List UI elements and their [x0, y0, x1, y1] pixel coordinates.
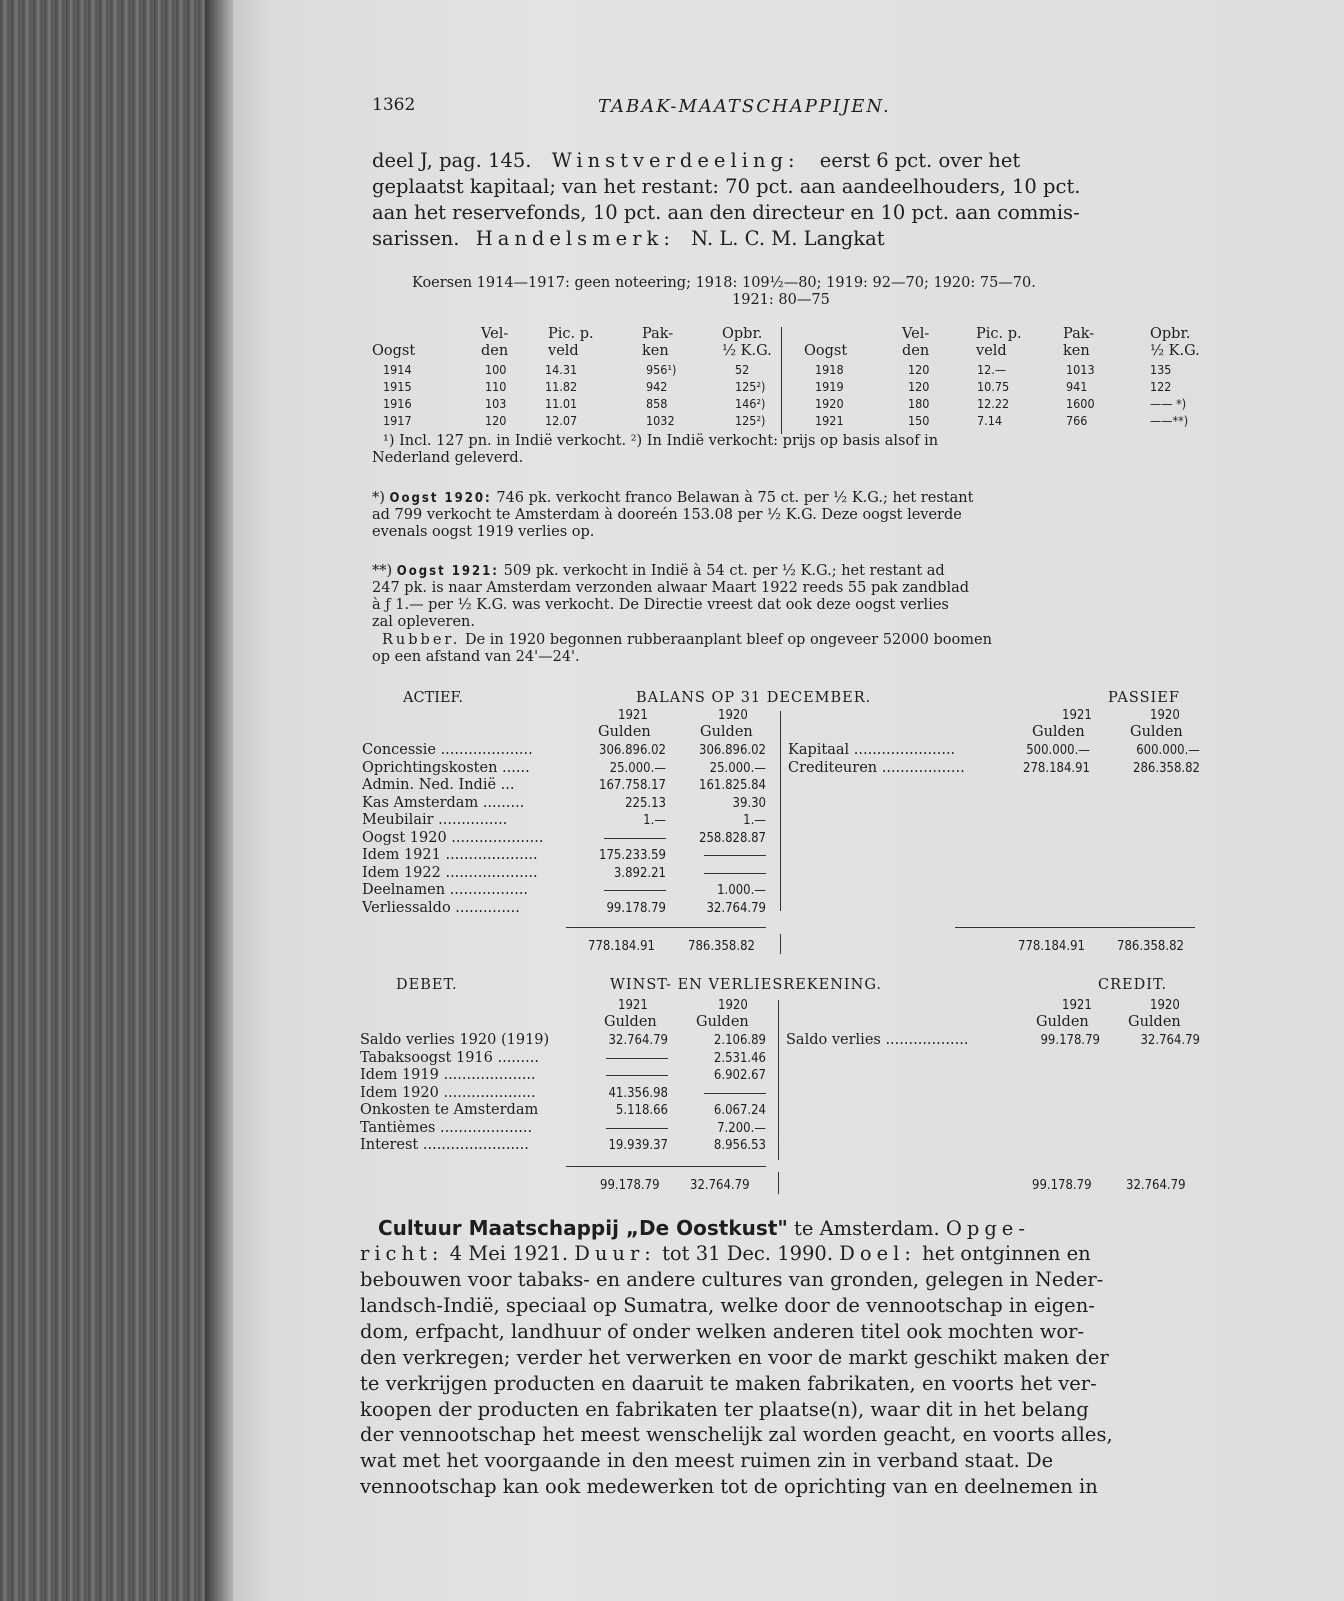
harvest-header-right: ken — [1063, 343, 1090, 359]
asset-value-1920: 25.000.— — [709, 760, 766, 776]
harvest-cell-right: 1918 — [815, 362, 844, 377]
balance-unit-1920: Gulden — [700, 724, 753, 740]
harvest-cell-left: 125²) — [735, 413, 766, 428]
debit-value-1921: 32.764.79 — [608, 1033, 668, 1048]
note-oogst-1920-line-1: *) Oogst 1920: 746 pk. verkocht franco Belawan à 75 ct. per ½ K.G.; het restant — [372, 490, 974, 506]
note-rubber-line-2: op een afstand van 24'—24'. — [372, 649, 580, 665]
page-gutter — [205, 0, 235, 1601]
empty-cell-dash — [704, 1093, 766, 1094]
harvest-cell-right: 150 — [908, 413, 930, 428]
page-number: 1362 — [372, 95, 416, 115]
empty-cell-dash — [606, 1058, 668, 1059]
debit-value-1921: 19.939.37 — [608, 1138, 668, 1153]
harvest-header-left: Opbr. — [722, 326, 763, 342]
credit-label: Saldo verlies .................. — [786, 1032, 969, 1048]
pl-divider — [778, 1000, 779, 1160]
debit-value-1921: 5.118.66 — [615, 1103, 668, 1118]
debit-label: Idem 1919 .................... — [360, 1067, 536, 1083]
debit-value-1920: 8.956.53 — [713, 1138, 766, 1153]
harvest-header-right: den — [902, 343, 930, 359]
company-name: Cultuur Maatschappij „De Oostkust" — [378, 1216, 788, 1240]
debit-value-1921: 41.356.98 — [608, 1085, 668, 1101]
pl-unit-1920: Gulden — [696, 1014, 749, 1030]
harvest-cell-right: 12.— — [977, 362, 1007, 377]
harvest-cell-left: 11.01 — [545, 396, 578, 411]
asset-label: Kas Amsterdam ......... — [362, 794, 525, 811]
balance-passief-title: PASSIEF — [1108, 690, 1180, 706]
balance-right-year-1920: 1920 — [1150, 708, 1180, 723]
asset-value-1921: 306.896.02 — [599, 743, 666, 758]
balance-right-total-1921: 778.184.91 — [1018, 939, 1085, 954]
company-body-line: der vennootschap het meest wenschelijk zal worden geacht, en voorts alles, — [360, 1423, 1113, 1447]
harvest-header-left: Pak- — [642, 326, 674, 342]
empty-cell-dash — [704, 873, 766, 874]
harvest-cell-right: 10.75 — [977, 379, 1010, 394]
note-oogst-1921-line-1: **) Oogst 1921: 509 pk. verkocht in Indië à 54 ct. per ½ K.G.; het restant ad — [372, 563, 945, 579]
asset-value-1920 — [660, 865, 766, 882]
koersen-line-1: Koersen 1914—1917: geen noteering; 1918: 109½—80; 1919: 92—70; 1920: 75—70. — [412, 275, 1036, 291]
intro-line-1: deel J, pag. 145. Winstverdeeling: eerst 6 pct. over het — [372, 149, 1021, 172]
harvest-cell-right: 12.22 — [977, 396, 1010, 411]
note-oogst-1920-line-2: ad 799 verkocht te Amsterdam à dooreén 153.08 per ½ K.G. Deze oogst leverde — [372, 507, 962, 523]
harvest-cell-right: 1920 — [815, 396, 844, 411]
harvest-cell-left: 52 — [735, 362, 750, 377]
harvest-cell-left: 125²) — [735, 379, 766, 394]
harvest-cell-right: 180 — [908, 396, 930, 411]
company-body-line: vennootschap kan ook medewerken tot de oprichting van en deelnemen in — [360, 1475, 1098, 1499]
harvest-cell-left: 858 — [646, 396, 668, 411]
company-body-line: den verkregen; verder het verwerken en voor de markt geschikt maken der — [360, 1345, 1109, 1369]
harvest-cell-left: 1914 — [383, 362, 412, 377]
harvest-header-left: ken — [642, 343, 669, 359]
asset-value-1921: 167.758.17 — [599, 778, 666, 793]
company-body-line: wat met het voorgaande in den meest ruimen zin in verband staat. De — [360, 1449, 1054, 1473]
debit-label: Idem 1920 .................... — [360, 1084, 536, 1101]
debit-label: Onkosten te Amsterdam — [360, 1102, 539, 1118]
balance-total-divider — [780, 934, 781, 954]
asset-value-1921: 225.13 — [625, 795, 666, 811]
harvest-header-left: veld — [548, 343, 579, 359]
liability-value-1921: 278.184.91 — [1023, 760, 1090, 776]
debit-value-1921 — [560, 1120, 668, 1137]
asset-value-1921: 25.000.— — [609, 760, 666, 776]
debit-value-1921 — [560, 1067, 668, 1084]
harvest-cell-right: 766 — [1066, 413, 1088, 428]
asset-label: Oogst 1920 .................... — [362, 829, 544, 846]
asset-label: Concessie .................... — [362, 742, 533, 758]
pl-right-total-1921: 99.178.79 — [1032, 1178, 1092, 1193]
asset-label: Deelnamen ................. — [362, 882, 529, 898]
company-body-line: dom, erfpacht, landhuur of onder welken anderen titel ook mochten wor- — [360, 1319, 1085, 1343]
harvest-header-right: Pak- — [1063, 326, 1095, 342]
liability-label: Kapitaal ...................... — [788, 742, 956, 758]
note-oogst-1921-line-3: à ƒ 1.— per ½ K.G. was verkocht. De Directie vreest dat ook deze oogst verlies — [372, 597, 949, 613]
pl-debet-title: DEBET. — [396, 977, 458, 993]
harvest-header-right: Vel- — [902, 326, 930, 342]
harvest-header-left: Vel- — [481, 326, 509, 342]
harvest-cell-left: 1917 — [383, 413, 412, 428]
debit-value-1920 — [660, 1085, 766, 1102]
debit-value-1920: 2.106.89 — [713, 1033, 766, 1048]
koersen-line-2: 1921: 80—75 — [732, 292, 830, 308]
balance-left-rule — [566, 927, 766, 928]
asset-value-1920: 306.896.02 — [699, 743, 766, 758]
harvest-cell-left: 100 — [485, 362, 507, 377]
debit-label: Interest ....................... — [360, 1137, 529, 1153]
pl-right-unit-1920: Gulden — [1128, 1014, 1181, 1030]
harvest-footnote-2: Nederland geleverd. — [372, 450, 524, 466]
company-body-line: te verkrijgen producten en daaruit te maken fabrikaten, en voorts het ver- — [360, 1371, 1097, 1395]
empty-cell-dash — [606, 1128, 668, 1129]
asset-value-1921: 175.233.59 — [599, 848, 666, 863]
pl-unit-1921: Gulden — [604, 1014, 657, 1030]
intro-line-3: aan het reservefonds, 10 pct. aan den directeur en 10 pct. aan commis- — [372, 201, 1080, 224]
harvest-cell-right: 1600 — [1066, 396, 1095, 411]
debit-value-1920: 6.902.67 — [713, 1068, 766, 1083]
harvest-header-right: Pic. p. — [976, 326, 1022, 342]
harvest-cell-right: 7.14 — [977, 413, 1003, 428]
debit-label: Tantièmes .................... — [360, 1119, 533, 1136]
company-body-line: landsch-Indië, speciaal op Sumatra, welke door de vennootschap in eigen- — [360, 1293, 1095, 1317]
harvest-cell-right: 1921 — [815, 413, 844, 428]
asset-value-1920 — [660, 847, 766, 864]
pl-right-total-1920: 32.764.79 — [1126, 1178, 1186, 1193]
company-body-line: bebouwen voor tabaks- en andere cultures van gronden, gelegen in Neder- — [360, 1268, 1104, 1291]
company-line-2: richt: 4 Mei 1921. Duur: tot 31 Dec. 1990. Doel: het ontginnen en — [360, 1242, 1091, 1265]
balance-right-unit-1921: Gulden — [1032, 724, 1085, 740]
empty-cell-dash — [604, 838, 666, 839]
pl-right-year-1920: 1920 — [1150, 998, 1180, 1013]
balance-title: BALANS OP 31 DECEMBER. — [636, 690, 872, 706]
asset-value-1920: 161.825.84 — [699, 778, 766, 793]
note-oogst-1920-line-3: evenals oogst 1919 verlies op. — [372, 524, 595, 540]
harvest-cell-left: 956¹) — [646, 362, 677, 377]
asset-value-1920: 258.828.87 — [699, 830, 766, 846]
asset-label: Admin. Ned. Indië ... — [362, 777, 515, 793]
pl-title: WINST- EN VERLIESREKENING. — [610, 977, 882, 993]
pl-year-1921: 1921 — [618, 998, 648, 1013]
harvest-footnote-1: ¹) Incl. 127 pn. in Indië verkocht. ²) In Indië verkocht: prijs op basis alsof in — [383, 433, 939, 449]
harvest-cell-right: 120 — [908, 362, 930, 377]
debit-value-1920: 2.531.46 — [713, 1050, 766, 1066]
harvest-header-left: ½ K.G. — [722, 343, 772, 359]
asset-value-1921: 99.178.79 — [606, 900, 666, 916]
harvest-header-right: Oogst — [804, 343, 848, 359]
asset-value-1920: 1.000.— — [717, 883, 766, 898]
harvest-cell-left: 1915 — [383, 379, 412, 394]
debit-value-1920: 6.067.24 — [713, 1103, 766, 1118]
debit-label: Saldo verlies 1920 (1919) — [360, 1032, 550, 1048]
asset-value-1921: 3.892.21 — [613, 865, 666, 881]
balance-right-rule — [955, 927, 1195, 928]
balance-actief-title: ACTIEF. — [403, 690, 463, 706]
liability-label: Crediteuren .................. — [788, 759, 965, 776]
harvest-header-right: ½ K.G. — [1150, 343, 1200, 359]
book-spine-edge — [0, 0, 225, 1601]
intro-line-2: geplaatst kapitaal; van het restant: 70 pct. aan aandeelhouders, 10 pct. — [372, 175, 1081, 198]
empty-cell-dash — [604, 890, 666, 891]
company-body-line: koopen der producten en fabrikaten ter plaatse(n), waar dit in het belang — [360, 1397, 1089, 1421]
harvest-cell-left: 103 — [485, 396, 507, 411]
asset-label: Meubilair ............... — [362, 812, 508, 828]
pl-total-1921: 99.178.79 — [600, 1178, 660, 1193]
credit-value-1921: 99.178.79 — [1040, 1033, 1100, 1048]
note-rubber-line-1: Rubber. De in 1920 begonnen rubberaanplant bleef op ongeveer 52000 boomen — [382, 632, 992, 648]
balance-divider — [780, 711, 781, 911]
asset-label: Oprichtingskosten ...... — [362, 759, 530, 776]
asset-value-1921: 1.— — [643, 813, 666, 828]
harvest-cell-right: 135 — [1150, 362, 1172, 377]
harvest-cell-right: —— *) — [1150, 396, 1187, 411]
harvest-header-left: Pic. p. — [548, 326, 594, 342]
liability-value-1921: 500.000.— — [1026, 743, 1090, 758]
harvest-cell-right: 1013 — [1066, 362, 1095, 377]
asset-label: Idem 1922 .................... — [362, 864, 538, 881]
empty-cell-dash — [704, 855, 766, 856]
liability-value-1920: 600.000.— — [1136, 743, 1200, 758]
asset-value-1920: 39.30 — [732, 795, 766, 811]
balance-total-1921: 778.184.91 — [588, 939, 655, 954]
harvest-cell-left: 1916 — [383, 396, 412, 411]
harvest-cell-right: 941 — [1066, 379, 1088, 394]
balance-unit-1921: Gulden — [598, 724, 651, 740]
balance-right-total-1920: 786.358.82 — [1117, 939, 1184, 954]
harvest-cell-left: 11.82 — [545, 379, 578, 394]
debit-value-1920: 7.200.— — [717, 1120, 766, 1136]
harvest-cell-left: 110 — [485, 379, 507, 394]
harvest-cell-left: 120 — [485, 413, 507, 428]
pl-right-year-1921: 1921 — [1062, 998, 1092, 1013]
balance-total-1920: 786.358.82 — [688, 939, 755, 954]
note-oogst-1921-line-2: 247 pk. is naar Amsterdam verzonden alwaar Maart 1922 reeds 55 pak zandblad — [372, 580, 970, 596]
pl-left-rule — [566, 1166, 766, 1167]
harvest-cell-left: 14.31 — [545, 362, 578, 377]
asset-label: Verliessaldo .............. — [362, 899, 520, 916]
asset-value-1920: 1.— — [743, 813, 766, 828]
debit-value-1921 — [560, 1050, 668, 1067]
harvest-cell-left: 146²) — [735, 396, 766, 411]
pl-credit-title: CREDIT. — [1098, 977, 1168, 993]
harvest-header-right: Opbr. — [1150, 326, 1191, 342]
harvest-cell-right: 1919 — [815, 379, 844, 394]
harvest-cell-left: 942 — [646, 379, 668, 394]
harvest-header-right: veld — [976, 343, 1007, 359]
balance-right-unit-1920: Gulden — [1130, 724, 1183, 740]
asset-value-1921 — [560, 830, 666, 847]
harvest-cell-right: 120 — [908, 379, 930, 394]
harvest-cell-left: 12.07 — [545, 413, 578, 428]
harvest-header-left: den — [481, 343, 509, 359]
pl-year-1920: 1920 — [718, 998, 748, 1013]
intro-line-4: sarissen. Handelsmerk: N. L. C. M. Langkat — [372, 227, 885, 250]
note-oogst-1921-line-4: zal opleveren. — [372, 614, 475, 630]
harvest-header-left: Oogst — [372, 343, 416, 359]
pl-total-1920: 32.764.79 — [690, 1178, 750, 1193]
balance-year-1920: 1920 — [718, 708, 748, 723]
balance-year-1921: 1921 — [618, 708, 648, 723]
balance-right-year-1921: 1921 — [1062, 708, 1092, 723]
pl-total-divider — [778, 1172, 779, 1194]
liability-value-1920: 286.358.82 — [1133, 760, 1200, 776]
asset-label: Idem 1921 .................... — [362, 847, 538, 863]
pl-right-unit-1921: Gulden — [1036, 1014, 1089, 1030]
harvest-divider — [781, 327, 782, 434]
empty-cell-dash — [606, 1075, 668, 1076]
company-line-1: Cultuur Maatschappij „De Oostkust" te Amsterdam. Opge- — [378, 1216, 1030, 1240]
harvest-cell-left: 1032 — [646, 413, 675, 428]
harvest-cell-right: 122 — [1150, 379, 1172, 394]
harvest-cell-right: ——**) — [1150, 413, 1189, 428]
debit-label: Tabaksoogst 1916 ......... — [360, 1049, 539, 1066]
running-title: TABAK-MAATSCHAPPIJEN. — [598, 96, 891, 117]
asset-value-1920: 32.764.79 — [706, 900, 766, 916]
asset-value-1921 — [560, 882, 666, 899]
credit-value-1920: 32.764.79 — [1140, 1033, 1200, 1048]
